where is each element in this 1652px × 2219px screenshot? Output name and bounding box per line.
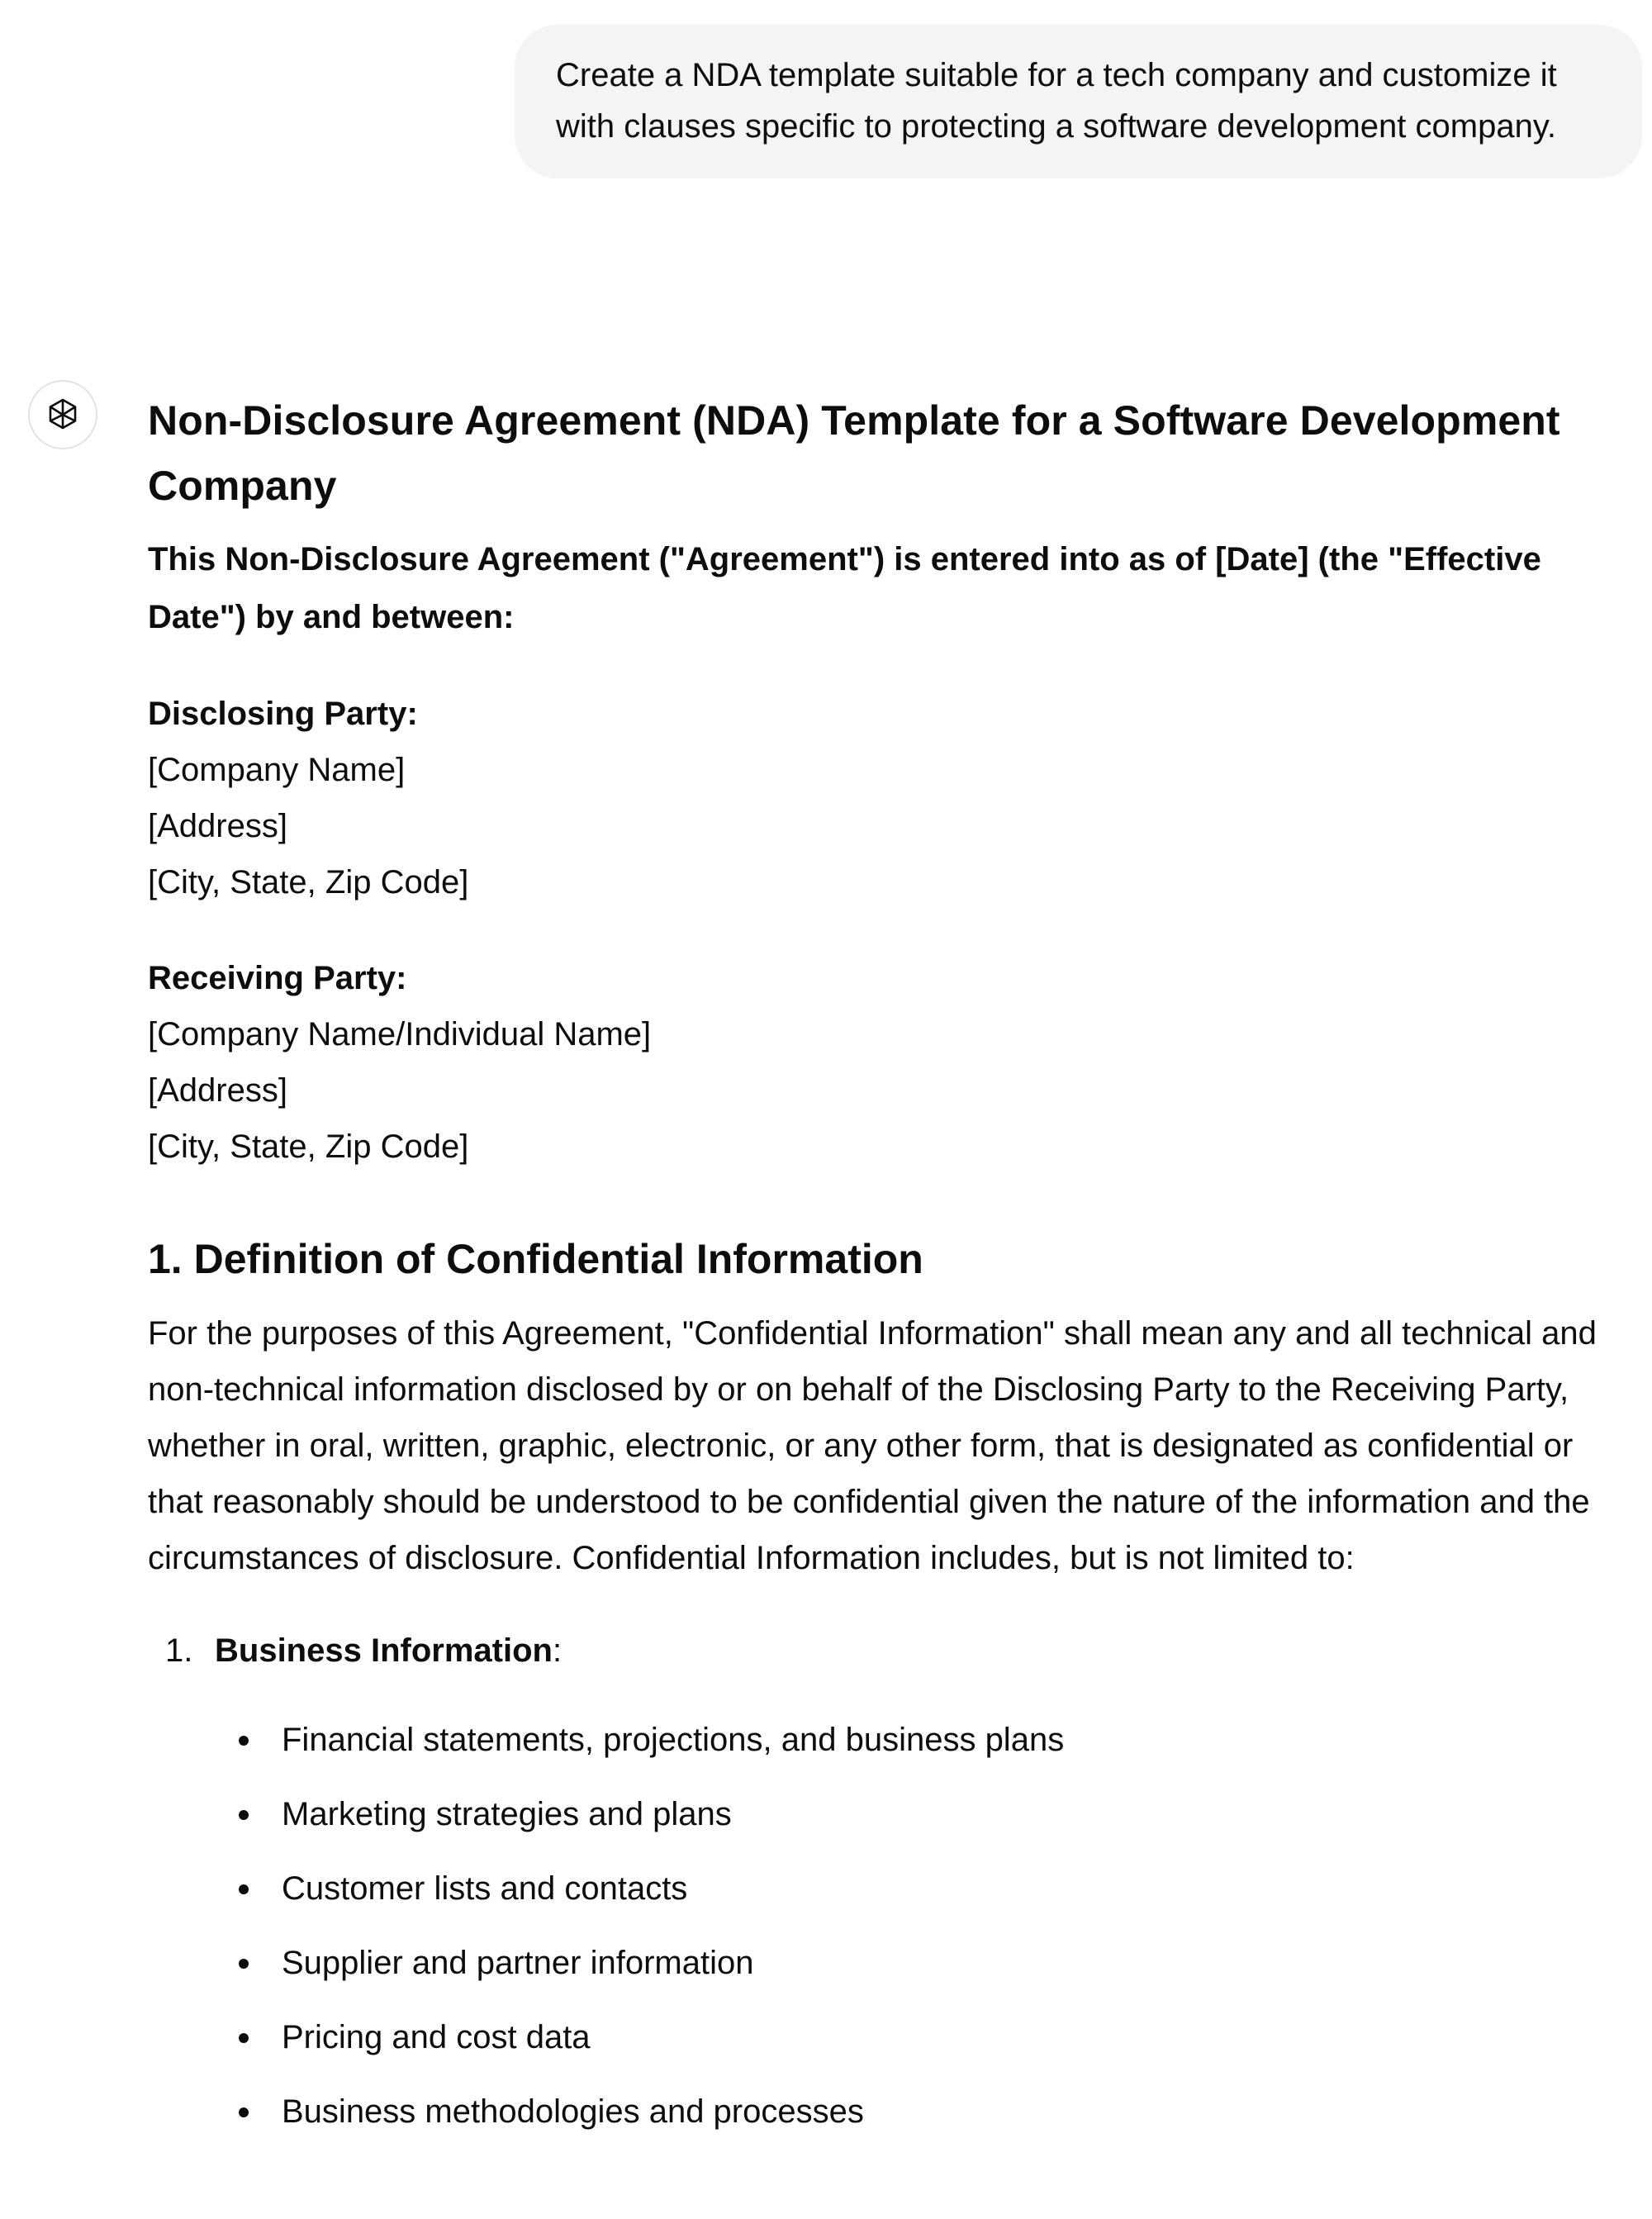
disclosing-party-block xyxy=(148,686,1618,910)
bullet-text: Customer lists and contacts xyxy=(282,1870,688,1907)
bullet-item xyxy=(215,1860,1618,1917)
agreement-intro: This Non-Disclosure Agreement ("Agreement") is entered into as of [Date] (the "Effective Date") by and between: xyxy=(148,541,1541,635)
list-item xyxy=(148,1623,1618,2140)
user-message-bubble: Create a NDA template suitable for a tech company and customize it with clauses specific to protecting a software development company. xyxy=(515,25,1642,178)
section-title: 1. Definition of Confidential Information xyxy=(148,1236,923,1282)
bullet-item xyxy=(215,2084,1618,2140)
bullet-dot-icon xyxy=(239,2033,249,2043)
receiving-party-company: [Company Name/Individual Name] xyxy=(148,1016,652,1052)
bullet-text: Financial statements, projections, and business plans xyxy=(282,1722,1065,1758)
disclosing-party-company: [Company Name] xyxy=(148,752,406,788)
list-number: 1. xyxy=(165,1632,193,1669)
assistant-message xyxy=(148,388,1618,2158)
bullet-dot-icon xyxy=(239,1884,249,1894)
disclosing-party-city: [City, State, Zip Code] xyxy=(148,864,469,900)
bullet-dot-icon xyxy=(239,1959,249,1969)
bullet-item xyxy=(215,2009,1618,2065)
receiving-party-city: [City, State, Zip Code] xyxy=(148,1129,469,1165)
openai-logo-icon xyxy=(43,395,83,435)
numbered-list xyxy=(148,1623,1618,2140)
receiving-party-label: Receiving Party: xyxy=(148,960,407,996)
bullet-list xyxy=(215,1712,1618,2140)
bullet-dot-icon xyxy=(239,1736,249,1746)
bullet-dot-icon xyxy=(239,1810,249,1820)
bullet-item xyxy=(215,1786,1618,1842)
list-item-heading: Business Information xyxy=(215,1632,553,1669)
receiving-party-block xyxy=(148,950,1618,1175)
bullet-text: Marketing strategies and plans xyxy=(282,1796,732,1832)
receiving-party-address: [Address] xyxy=(148,1072,287,1109)
document-title: Non-Disclosure Agreement (NDA) Template for a Software Development Company xyxy=(148,397,1560,509)
bullet-text: Pricing and cost data xyxy=(282,2019,591,2055)
bullet-item xyxy=(215,1935,1618,1991)
disclosing-party-address: [Address] xyxy=(148,808,287,844)
bullet-text: Business methodologies and processes xyxy=(282,2093,864,2130)
assistant-avatar xyxy=(28,380,97,449)
bullet-dot-icon xyxy=(239,2107,249,2117)
list-item-suffix: : xyxy=(552,1632,563,1669)
disclosing-party-label: Disclosing Party: xyxy=(148,696,418,732)
bullet-item xyxy=(215,1712,1618,1768)
user-message-row xyxy=(515,25,1642,178)
bullet-text: Supplier and partner information xyxy=(282,1945,754,1981)
section-paragraph: For the purposes of this Agreement, "Confidential Information" shall mean any and all technical and non-technical information disclosed by or on behalf of the Disclosing Party to the Receiving Party, whether in oral, written, graphic, electronic, or any other form, that is designated as confidential or that reasonably should be understood to be confidential given the nature of the information and the circumstances of disclosure. Confidential Information includes, but is not limited to: xyxy=(148,1315,1597,1576)
